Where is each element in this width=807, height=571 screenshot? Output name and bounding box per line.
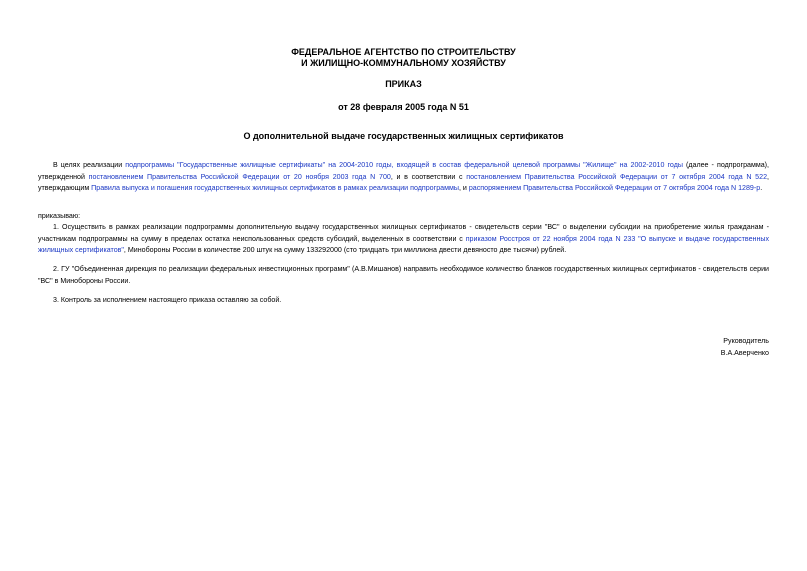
preamble-text-1: В целях реализации bbox=[53, 161, 126, 169]
preamble-text-2: (далее - подпрограмма), утвержденной bbox=[38, 161, 769, 181]
item-3-paragraph: 3. Контроль за исполнением настоящего приказа оставляю за собой. bbox=[53, 296, 282, 304]
item-1-text-1: 1. Осуществить в рамках реализации подпрограммы дополнительную выдачу государственных жилищных сертификатов - свидетельств серии "ВС" о выделении субсидии на приобретение жилья гражданам - участникам подпрограммы на сумму в пределах остатка неиспользованных средств субсидий, выделенных в соответствии с bbox=[38, 223, 769, 243]
link-rosstroy-233[interactable]: приказом Росстроя от 22 ноября 2004 года N 233 "О выпуске и выдаче государственных жилищных сертификатов" bbox=[38, 234, 770, 255]
agency-line-2: И ЖИЛИЩНО-КОММУНАЛЬНОМУ ХОЗЯЙСТВУ bbox=[301, 58, 506, 68]
doc-type: ПРИКАЗ bbox=[385, 79, 422, 89]
agency-line-1: ФЕДЕРАЛЬНОЕ АГЕНТСТВО ПО СТРОИТЕЛЬСТВУ bbox=[291, 47, 516, 57]
item-1-paragraph bbox=[38, 222, 769, 257]
link-decree-700[interactable]: постановлением Правительства Российской Федерации от 20 ноября 2003 года N 700 bbox=[88, 172, 391, 181]
link-decree-522[interactable]: постановлением Правительства Российской Федерации от 7 октября 2004 года N 522 bbox=[466, 172, 768, 181]
signature-name: В.А.Аверченко bbox=[720, 348, 769, 357]
signature-position: Руководитель bbox=[723, 337, 769, 345]
preamble-paragraph bbox=[38, 160, 769, 195]
item-1-text-2: , Минобороны России в количестве 200 штук на сумму 133292000 (сто тридцать три миллиона двести девяносто две тысячи) рублей. bbox=[123, 246, 567, 255]
doc-title: О дополнительной выдаче государственных жилищных сертификатов bbox=[243, 131, 564, 141]
link-rules[interactable]: Правила выпуска и погашения государственных жилищных сертификатов в рамках реализации подпрограммы bbox=[91, 184, 459, 193]
link-subprogram[interactable]: подпрограммы "Государственные жилищные сертификаты" на 2004-2010 годы, входящей в состав федеральной целевой программы "Жилище" на 2002-2010 годы bbox=[125, 161, 683, 169]
preamble-text-4: , утверждающим bbox=[38, 172, 769, 193]
signature-block bbox=[721, 336, 769, 359]
agency-name bbox=[0, 47, 807, 69]
preamble-text-3: , и в соответствии с bbox=[390, 172, 467, 181]
order-word: приказываю: bbox=[38, 212, 81, 220]
preamble-text-6: . bbox=[760, 184, 763, 193]
link-order-1289[interactable]: распоряжением Правительства Российской Федерации от 7 октября 2004 года N 1289-р bbox=[468, 184, 761, 193]
item-2-paragraph: 2. ГУ "Объединенная дирекция по реализации федеральных инвестиционных программ" (А.В.Мишанов) направить необходимое количество бланков государственных жилищных сертификатов - свидетельств серии "ВС" в Минобороны России. bbox=[38, 265, 769, 285]
preamble-text-5: , и bbox=[458, 184, 469, 193]
doc-date-number: от 28 февраля 2005 года N 51 bbox=[338, 102, 469, 112]
